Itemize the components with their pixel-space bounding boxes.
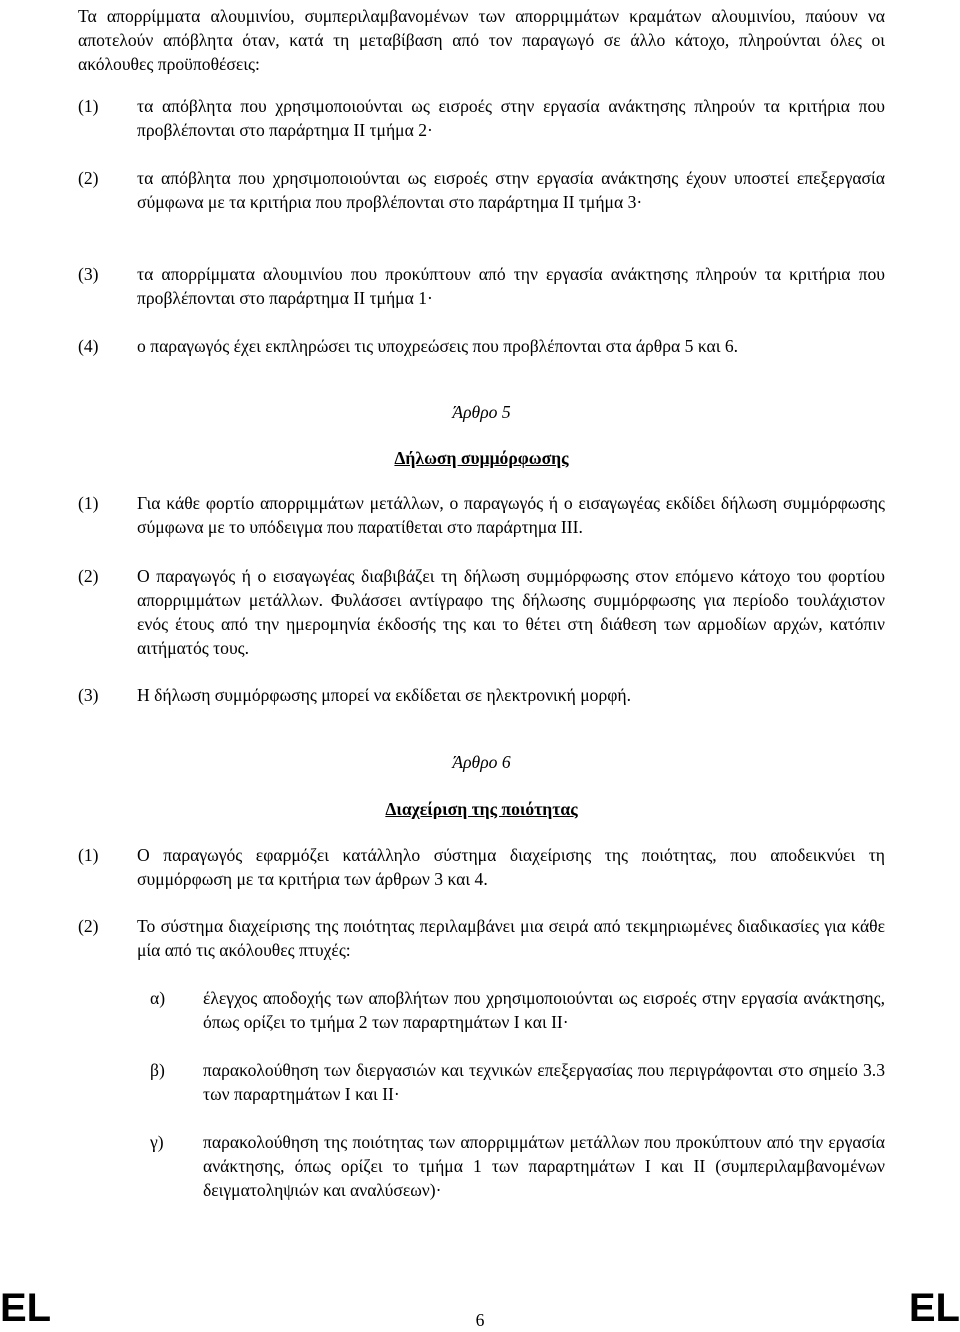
- condition-number: (4): [78, 336, 99, 356]
- article-6-subitem-text: παρακολούθηση των διεργασιών και τεχνικών επεξεργασίας που περιγράφονται στο σημείο 3.3 των παραρτημάτων Ι και ΙΙ·: [203, 1060, 885, 1104]
- article-5-item-number: (1): [78, 493, 99, 513]
- article-5-item-number: (3): [78, 685, 99, 705]
- article-6-subitem-text: παρακολούθηση της ποιότητας των απορριμμάτων μετάλλων που προκύπτουν από την εργασία ανάκτησης, όπως ορίζει το τμήμα 1 των παραρτημάτων Ι και ΙΙ (συμπεριλαμβανομένων δειγματοληψιών και αναλύσεων)·: [203, 1132, 885, 1200]
- article-6-title: Διαχείριση της ποιότητας: [385, 799, 578, 819]
- article-5-item-number: (2): [78, 566, 99, 586]
- condition-text: τα απόβλητα που χρησιμοποιούνται ως εισροές στην εργασία ανάκτησης έχουν υποστεί επεξεργασία σύμφωνα με τα κριτήρια που προβλέπονται στο παράρτημα ΙΙ τμήμα 3·: [137, 168, 885, 212]
- condition-number: (3): [78, 264, 99, 284]
- footer-language-right: EL: [908, 1286, 960, 1330]
- article-6-subitem-letter: β): [150, 1060, 165, 1080]
- article-6-subitem-letter: α): [150, 988, 166, 1008]
- article-5-title-wrap: [78, 446, 885, 470]
- condition-text: τα απορρίμματα αλουμινίου που προκύπτουν από την εργασία ανάκτησης πληρούν τα κριτήρια που προβλέπονται στο παράρτημα ΙΙ τμήμα 1·: [137, 264, 885, 308]
- article-6-item-text: Το σύστημα διαχείρισης της ποιότητας περιλαμβάνει μια σειρά από τεκμηριωμένες διαδικασίες για κάθε μία από τις ακόλουθες πτυχές:: [137, 916, 885, 960]
- article-6-subitem-letter: γ): [150, 1132, 164, 1152]
- article-5-item-text: Η δήλωση συμμόρφωσης μπορεί να εκδίδεται σε ηλεκτρονική μορφή.: [137, 685, 631, 705]
- condition-number: (2): [78, 168, 99, 188]
- article-5-label: Άρθρο 5: [452, 402, 511, 422]
- article-6-subitem-text: έλεγχος αποδοχής των αποβλήτων που χρησιμοποιούνται ως εισροές στην εργασία ανάκτησης, όπως ορίζει το τμήμα 2 των παραρτημάτων Ι και ΙΙ·: [203, 988, 885, 1032]
- article-5-item-text: Για κάθε φορτίο απορριμμάτων μετάλλων, ο παραγωγός ή ο εισαγωγέας εκδίδει δήλωση συμμόρφωσης σύμφωνα με το υπόδειγμα που παρατίθεται στο παράρτημα ΙΙΙ.: [137, 493, 885, 537]
- condition-text: ο παραγωγός έχει εκπληρώσει τις υποχρεώσεις που προβλέπονται στα άρθρα 5 και 6.: [137, 336, 739, 356]
- article-6-item-number: (2): [78, 916, 99, 936]
- footer-language-left: EL: [0, 1286, 52, 1330]
- article-5-title: Δήλωση συμμόρφωσης: [394, 448, 569, 468]
- page-number: 6: [475, 1310, 485, 1330]
- condition-number: (1): [78, 96, 99, 116]
- article-6-item-text: Ο παραγωγός εφαρμόζει κατάλληλο σύστημα διαχείρισης της ποιότητας, που αποδεικνύει τη συμμόρφωση με τα κριτήρια των άρθρων 3 και 4.: [137, 845, 885, 889]
- intro-paragraph: Τα απορρίμματα αλουμινίου, συμπεριλαμβανομένων των απορριμμάτων κραμάτων αλουμινίου, παύουν να αποτελούν απόβλητα όταν, κατά τη μεταβίβαση από τον παραγωγό σε άλλο κάτοχο, πληρούνται όλες οι ακόλουθες προϋποθέσεις:: [78, 6, 885, 74]
- article-6-label: Άρθρο 6: [452, 752, 511, 772]
- condition-text: τα απόβλητα που χρησιμοποιούνται ως εισροές στην εργασία ανάκτησης πληρούν τα κριτήρια που προβλέπονται στο παράρτημα ΙΙ τμήμα 2·: [137, 96, 885, 140]
- article-6-item-number: (1): [78, 845, 99, 865]
- article-5-item-text: Ο παραγωγός ή ο εισαγωγέας διαβιβάζει τη δήλωση συμμόρφωσης στον επόμενο κάτοχο του φορτίου απορριμμάτων μετάλλων. Φυλάσσει αντίγραφο της δήλωσης συμμόρφωσης για περίοδο τουλάχιστον ενός έτους από την ημερομηνία έκδοσής της και το θέτει στη διάθεση των αρμοδίων αρχών, κατόπιν αιτήματός τους.: [137, 566, 885, 658]
- article-6-title-wrap: [78, 797, 885, 821]
